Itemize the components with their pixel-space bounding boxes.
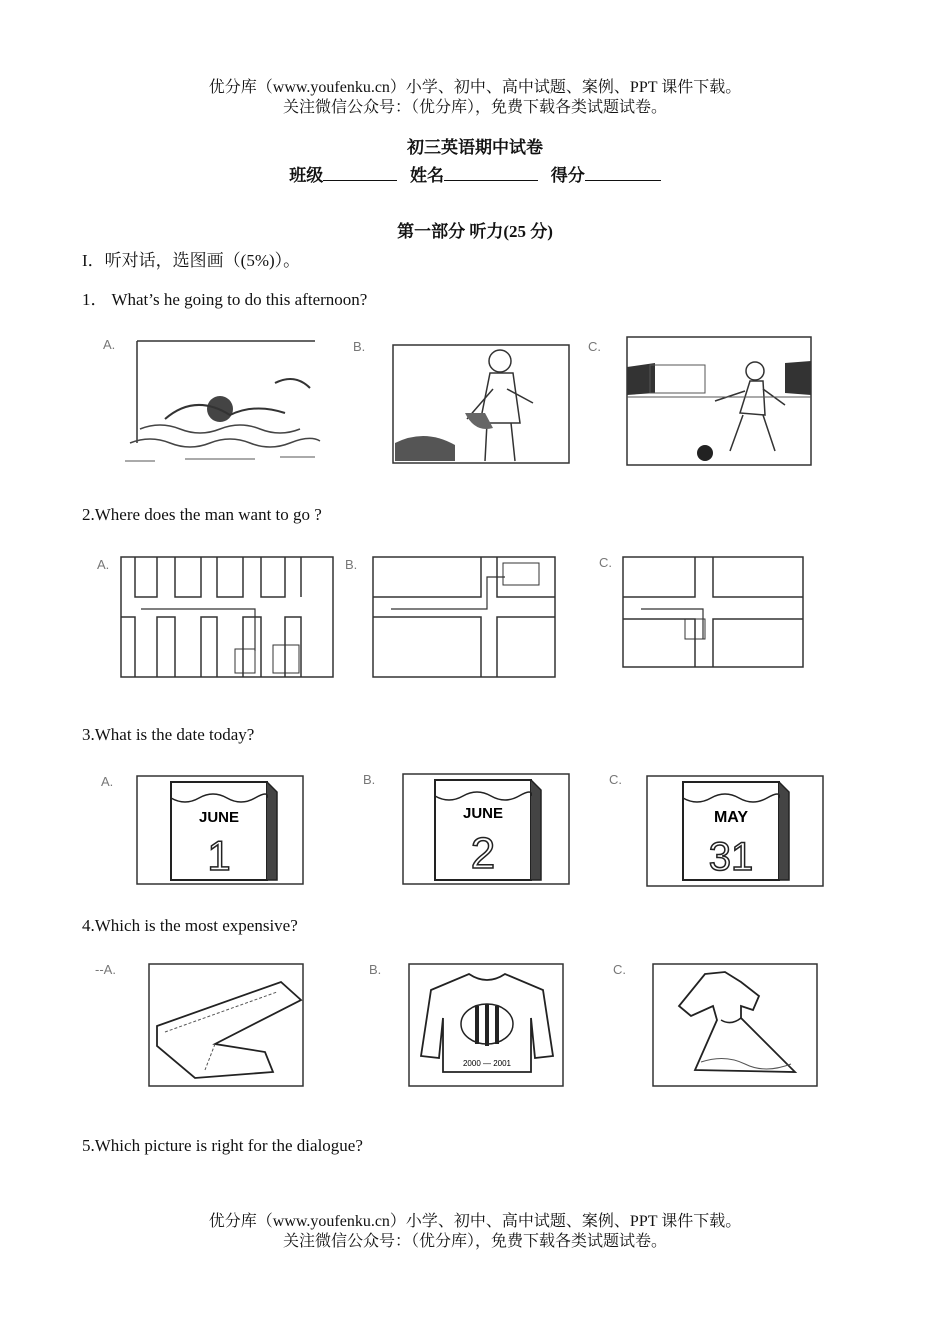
calendar-c-day: 31 [708,835,754,879]
footer-line-2: 关注微信公众号：（优分库），免费下载各类试题试卷。 [282,1233,667,1250]
header-line-2: 关注微信公众号：（优分库），免费下载各类试题试卷。 [282,99,667,116]
q1-option-b [353,339,569,463]
q2-label-c: C. [599,555,612,570]
q2-option-c [599,555,803,667]
q3-option-a [101,774,303,884]
q4-option-c [613,962,817,1086]
q1-label-a: A. [103,337,116,352]
q4-label-c: C. [613,962,626,977]
q4-option-a [95,962,303,1086]
q2-option-b [345,557,555,677]
street-map-a-icon [121,557,301,677]
footer-line-1: 优分库（www.youfenku.cn）小学、初中、高中试题、案例、PPT 课件下载。 [208,1213,742,1230]
q3-label-b: B. [363,772,376,787]
calendar-b-day: 2 [470,829,496,878]
student-info-line [0,161,950,186]
name-blank [444,165,538,181]
q3-label-a: A. [101,774,114,789]
section1-instruction: I．听对话，选图画（(5%)）。 [82,251,301,270]
calendar-june-2-icon [435,780,541,880]
q3-option-b [363,772,569,884]
calendar-a-month: JUNE [198,809,240,826]
watering-plants-icon [395,350,533,461]
question-4: 4.Which is the most expensive? [82,916,298,935]
q4-label-b: B. [369,962,382,977]
calendar-c-month: MAY [713,809,749,826]
playing-football-icon [627,361,811,461]
swimmer-icon [125,379,320,461]
q1-option-a [103,337,320,461]
q4-pictures [95,960,825,1090]
q3-option-c [609,772,823,886]
exam-title: 初三英语期中试卷 [407,138,543,157]
q2-label-b: B. [345,557,358,572]
q2-pictures [95,553,825,681]
class-label: 班级 [289,166,324,185]
q1-pictures [95,333,825,471]
name-label: 姓名 [410,166,444,185]
question-2: 2.Where does the man want to go ? [82,505,322,524]
q3-pictures [95,770,825,888]
q4-label-a: --A. [95,962,116,977]
question-5: 5.Which picture is right for the dialogue? [82,1136,363,1155]
score-blank [585,165,661,181]
q1-label-b: B. [353,339,366,354]
q3-label-c: C. [609,772,622,787]
calendar-may-31-icon [683,782,789,880]
street-map-b-icon [373,557,555,677]
q4-option-b [369,962,563,1086]
calendar-b-month: JUNE [462,805,504,822]
header-line-1: 优分库（www.youfenku.cn）小学、初中、高中试题、案例、PPT 课件下载。 [208,79,742,96]
street-map-c-icon [623,557,803,667]
question-3: 3.What is the date today? [82,725,255,744]
part1-title: 第一部分 听力(25 分) [397,222,553,241]
q1-option-c [588,337,811,465]
q1-label-c: C. [588,339,601,354]
q2-option-a [97,557,333,677]
calendar-june-1-icon [171,782,277,880]
dress-icon [679,972,795,1072]
class-blank [323,165,397,181]
question-1: 1． What’s he going to do this afternoon? [82,290,368,309]
trousers-icon [157,982,301,1078]
score-label: 得分 [550,166,585,185]
q2-label-a: A. [97,557,110,572]
calendar-a-day: 1 [207,832,231,879]
sweater-icon [421,974,553,1072]
sweater-year-text: 2000 — 2001 [462,1059,512,1068]
